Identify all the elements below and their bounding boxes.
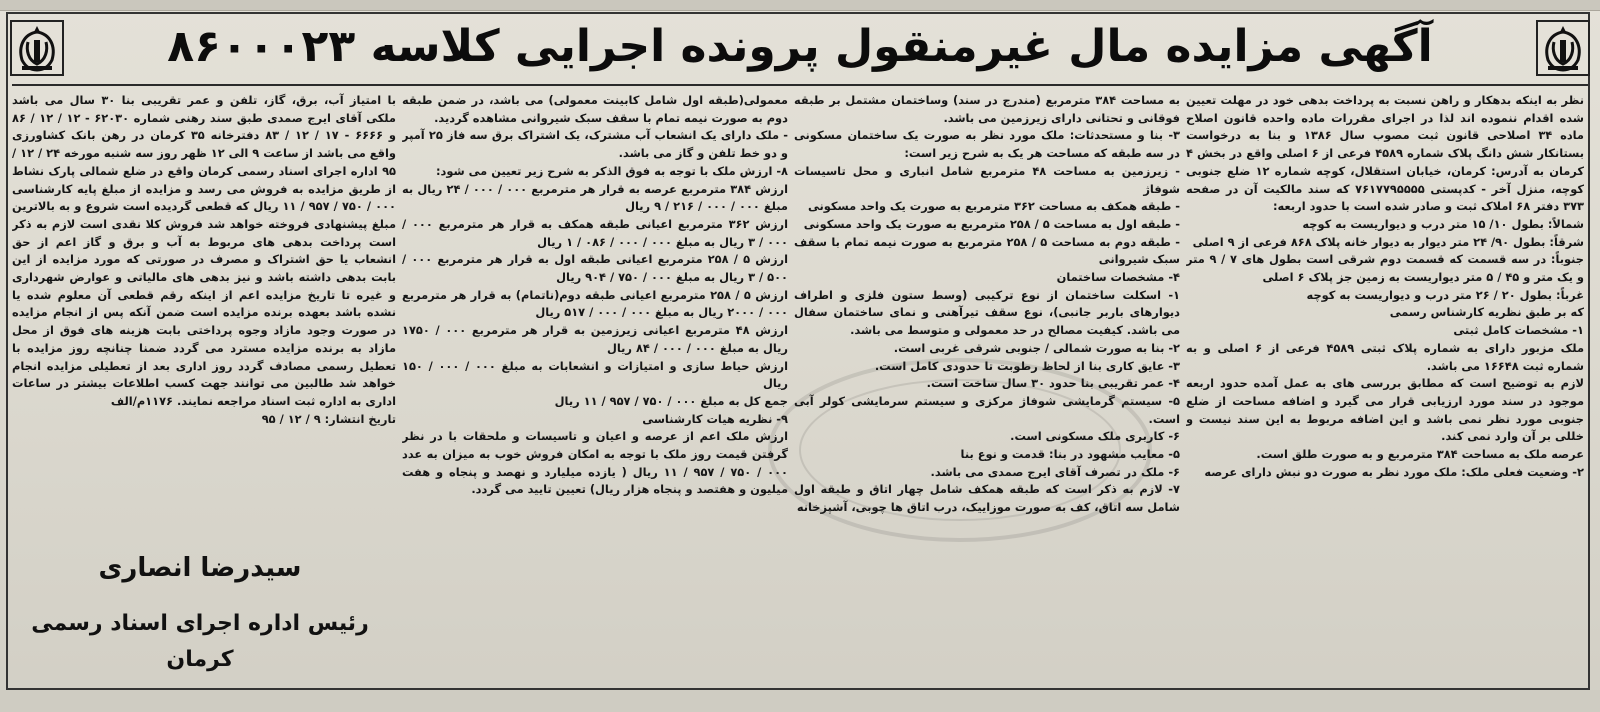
- cropped-bottom-edge: [0, 690, 1600, 712]
- paragraph: ۶- ملک در تصرف آقای ایرج صمدی می باشد.: [930, 464, 1180, 479]
- paragraph: ارزش ۵ / ۲۵۸ مترمربع اعیانی طبقه اول به قرار هر مترمربع ۰۰۰ / ۵۰۰ / ۳ ریال به مبلغ ۰۰۰ / ۷۵۰ / ۹۰۴ ریال: [402, 252, 788, 285]
- paragraph: ۸- ارزش ملک با توجه به فوق الذکر به شرح زیر تعیین می شود:: [435, 163, 788, 178]
- paragraph: ۴- مشخصات ساختمان: [1056, 270, 1180, 285]
- paragraph: - طبقه همکف به مساحت ۳۶۲ مترمربع به صورت یک واحد مسکونی: [807, 199, 1180, 214]
- emblem-icon: [10, 20, 64, 76]
- paragraph: به مساحت ۳۸۴ مترمربع (مندرج در سند) وساختمان مشتمل بر طبقه فوقانی و تحتانی دارای زیرزمین می باشد.: [794, 93, 1180, 125]
- paragraph: معمولی(طبقه اول شامل کابینت معمولی) می باشد، در ضمن طبقه دوم به صورت نیمه تمام با سقف سبک شیروانی مشاهده گردید.: [402, 93, 788, 125]
- paragraph: که بر طبق نظریه کارشناس رسمی: [1389, 305, 1584, 320]
- signatory-title: رئیس اداره اجرای اسناد رسمی کرمان: [31, 611, 369, 672]
- paragraph: - طبقه دوم به مساحت ۵ / ۲۵۸ مترمربع به صورت نیمه تمام با سقف سبک شیروانی: [794, 234, 1180, 267]
- paragraph: شرقاً: بطول ۹۰/ ۲۴ متر دیوار به دیوار خانه پلاک ۸۶۸ فرعی از ۹ اصلی: [1192, 234, 1584, 249]
- paragraph: ارزش حیاط سازی و امتیازات و انشعابات به مبلغ ۰۰۰ / ۰۰۰ / ۱۵۰ ریال: [402, 358, 788, 391]
- paragraph: عرصه ملک به مساحت ۳۸۴ مترمربع و به صورت طلق است.: [1256, 447, 1584, 462]
- paragraph: ۵- سیستم گرمایشی شوفاژ مرکزی و سیستم سرمایشی کولر آبی است.: [794, 393, 1180, 426]
- signatory-name: سیدرضا انصاری: [98, 553, 302, 583]
- paragraph: ۱- اسکلت ساختمان از نوع ترکیبی (وسط ستون فلزی و اطراف دیوارهای باربر جانبی)، نوع سقف تیرآهنی و نمای ساختمان سفال می باشد. کیفیت مصالح در حد معمولی و متوسط می باشد.: [794, 287, 1180, 338]
- paragraph: با امتیاز آب، برق، گاز، تلفن و عمر تقریبی بنا ۳۰ سال می باشد ملکی آقای ایرج صمدی طبق سند رهنی شماره ۶۲۰۳۰ - ۱۲ / ۱۲ / ۸۶ و ۶۶۶۶ - ۱۷ / ۱۲ / ۸۳ دفترخانه ۳۵ کرمان در رهن بانک کشاورزی واقع می باشد از ساعت ۹ الی ۱۲ ظهر روز سه شنبه مورخه ۲۴ / ۱۲ / ۹۵ اداره اجرای اسناد رسمی کرمان واقع در ضلع شمالی پارک نشاط از طریق مزایده به فروش می رسد و مزایده از مبلغ پایه کارشناسی ۰۰۰ / ۷۵۰ / ۹۵۷ / ۱۱ ریال که قطعی گردیده است شروع و به بالاترین مبلغ پیشنهادی فروخته خواهد شد فروش کلا نقدی است لازم به ذکر است پرداخت بدهی های مربوط به آب و برق و گاز اعم از حق انشعاب یا حق اشتراک و مصرف در صورتی که مورد مزایده از این بابت بدهی داشته باشد و نیز بدهی های مالیاتی و عوارض شهرداری و غیره تا تاریخ مزایده اعم از اینکه رقم قطعی آن معلوم شده یا نشده باشد بعهده برنده مزایده است ضمن آنکه پس از انجام مزایده در صورت وجود مازاد وجوه پرداختی بابت هزینه های فوق از محل مازاد به برنده مزایده مسترد می گردد ضمنا چنانچه روز مزایده با تعطیل رسمی مصادف گردد روز اداری بعد از تعطیلی مزایده انجام خواهد شد طالبین می توانند جهت کسب اطلاعات بیشتر در ساعات اداری به اداره ثبت اسناد مراجعه نمایند. ۱۱۷۶م/الف: [12, 93, 396, 408]
- paragraph: ملک مزبور دارای به شماره پلاک ثبتی ۴۵۸۹ فرعی از ۶ اصلی و به شماره ثبت ۱۶۶۴۸ می باشد.: [1186, 340, 1584, 373]
- paragraph: شمالاً: بطول ۱۰/ ۱۵ متر درب و دیواریست به کوچه: [1302, 216, 1584, 231]
- column-3: [402, 92, 788, 672]
- paragraph: ارزش ملک اعم از عرصه و اعیان و تاسیسات و ملحقات با در نظر گرفتن قیمت روز ملک با توجه به امکان فروش خوب به میزان به عدد ۰۰۰ / ۷۵۰ / ۹۵۷ / ۱۱ ریال ( یازده میلیارد و نهصد و پنجاه و هفت میلیون و هفتصد و پنجاه هزار ریال) تعیین تایید می گردد.: [402, 429, 788, 497]
- paragraph: ۳- بنا و مستحدثات: ملک مورد نظر به صورت یک ساختمان مسکونی در سه طبقه که مساحت هر یک به شرح زیر است:: [794, 128, 1180, 161]
- paragraph: ارزش ۵ / ۲۵۸ مترمربع اعیانی طبقه دوم(ناتمام) به قرار هر مترمربع ۰۰۰ / ۲۰۰۰ ریال به مبلغ ۰۰۰ / ۰۰۰ / ۵۱۷ ریال: [402, 287, 788, 320]
- paragraph: ۶- کاربری ملک مسکونی است.: [1010, 429, 1180, 444]
- paragraph: ۱- مشخصات کامل ثبتی: [1453, 323, 1584, 338]
- paragraph: غرباً: بطول ۲۰ / ۲۶ متر درب و دیواریست به کوچه: [1306, 287, 1584, 302]
- paragraph: نظر به اینکه بدهکار و راهن نسبت به پرداخت بدهی خود در مهلت تعیین شده اقدام ننموده اند لذا در اجرای مقررات ماده واحده قانون اصلاح ماده ۳۴ اصلاحی قانون ثبت مصوب سال ۱۳۸۶ و بنا به درخواست بستانکار شش دانگ پلاک شماره ۴۵۸۹ فرعی از ۶ اصلی واقع در بخش ۴ کرمان به آدرس: کرمان، خیابان استقلال، کوچه شماره ۱۲ ضلع جنوبی کوچه، منزل آخر - کدپستی ۷۶۱۷۷۹۵۵۵۵ که سند مالکیت آن در صفحه ۳۷۳ دفتر ۶۸ املاک ثبت و صادر شده است با حدود اربعه:: [1186, 93, 1584, 214]
- publication-date: تاریخ انتشار: ۹ / ۱۲ / ۹۵: [261, 411, 396, 426]
- paragraph: ارزش ۳۸۴ مترمربع عرصه به قرار هر مترمربع ۰۰۰ / ۰۰۰ / ۲۴ ریال به مبلغ ۰۰۰ / ۰۰۰ / ۲۱۶ / ۹ ریال: [402, 181, 788, 214]
- paragraph: ۲- وضعیت فعلی ملک: ملک مورد نظر به صورت دو نبش دارای عرصه: [1204, 464, 1584, 479]
- paragraph: لازم به توضیح است که مطابق بررسی های به عمل آمده حدود اربعه موجود در سند مورد ارزیابی قرار می گیرد و اضافه مساحت از ضلع جنوبی مورد نظر نمی باشد و این اضافه مربوط به این سند نیست و خللی بر آن وارد نمی کند.: [1186, 376, 1584, 444]
- column-4: [12, 92, 396, 532]
- notice-title: آگهی مزایده مال غیرمنقول پرونده اجرایی کلاسه ۸۶۰۰۰۲۳: [167, 21, 1433, 72]
- emblem-icon: [1536, 20, 1590, 76]
- paragraph: ۷- لازم به ذکر است که طبقه همکف شامل چهار اتاق و طبقه اول شامل سه اتاق، کف به صورت موزاییک، درب اتاق ها چوبی، آشپزخانه: [794, 482, 1180, 515]
- paragraph: جنوباً: در سه قسمت که قسمت دوم شرقی است بطول های ۷ / ۹ متر و یک متر و ۴۵ / ۵ متر دیواریست به زمین جز پلاک ۶ اصلی: [1186, 252, 1584, 285]
- paragraph: ۵- معایب مشهود در بنا: قدمت و نوع بنا: [960, 447, 1180, 462]
- paragraph: جمع کل به مبلغ ۰۰۰ / ۷۵۰ / ۹۵۷ / ۱۱ ریال: [554, 393, 788, 408]
- column-2: [794, 92, 1180, 672]
- paragraph: ۹- نظریه هیات کارشناسی: [642, 411, 788, 426]
- paragraph: ۲- بنا به صورت شمالی / جنوبی شرقی غربی است.: [893, 340, 1180, 355]
- paragraph: ارزش ۴۸ مترمربع اعیانی زیرزمین به قرار هر مترمربع ۰۰۰ / ۱۷۵۰ ریال به مبلغ ۰۰۰ / ۰۰۰ / ۸۴ ریال: [402, 323, 788, 355]
- paragraph: - زیرزمین به مساحت ۴۸ مترمربع شامل انباری و محل تاسیسات شوفاژ: [794, 163, 1180, 196]
- paragraph: ۳- عایق کاری بنا از لحاظ رطوبت تا حدودی کامل است.: [874, 358, 1180, 373]
- paragraph: ۴- عمر تقریبی بنا حدود ۳۰ سال ساخت است.: [926, 376, 1180, 391]
- title-divider: [12, 84, 1588, 86]
- column-1: [1186, 92, 1584, 672]
- cropped-top-edge: [0, 0, 1600, 11]
- paragraph: - طبقه اول به مساحت ۵ / ۲۵۸ مترمربع به صورت یک واحد مسکونی: [803, 216, 1180, 231]
- paragraph: ارزش ۳۶۲ مترمربع اعیانی طبقه همکف به قرار هر مترمربع ۰۰۰ / ۰۰۰ / ۳ ریال به مبلغ ۰۰۰ / ۰۰۰ / ۰۸۶ / ۱ ریال: [402, 216, 788, 249]
- paragraph: - ملک دارای یک انشعاب آب مشترک، یک اشتراک برق سه فاز ۲۵ آمپر و دو خط تلفن و گاز می باشد.: [402, 128, 788, 161]
